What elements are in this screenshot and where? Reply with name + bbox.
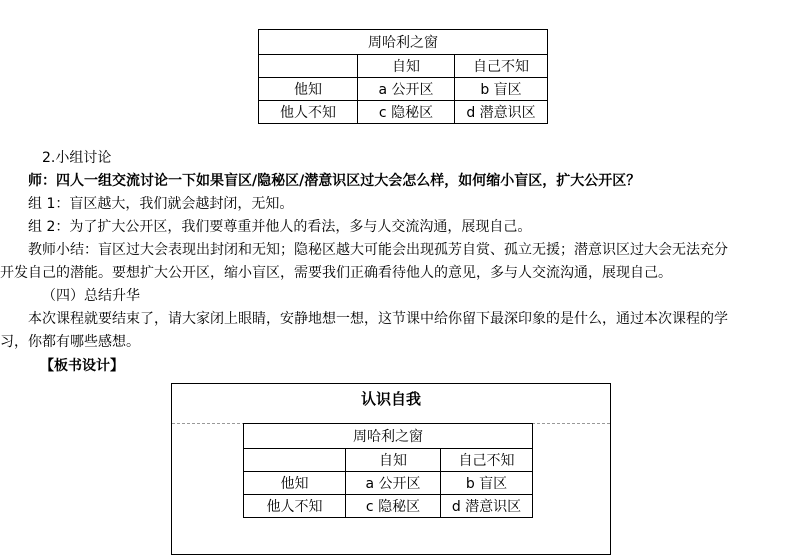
row-header: 他知 <box>259 78 358 101</box>
row-header: 他人不知 <box>244 495 346 518</box>
table-title: 周哈利之窗 <box>259 30 548 55</box>
column-header: 自己不知 <box>441 449 533 472</box>
group-1-answer: 组 1：盲区越大，我们就会越封闭，无知。 <box>28 196 294 212</box>
teacher-summary-line-1: 教师小结：盲区过大会表现出封闭和无知；隐秘区越大可能会出现孤芳自赏、孤立无援；潜意识区过大会无法充分 <box>28 242 728 258</box>
group-2-answer: 组 2：为了扩大公开区，我们要尊重并他人的看法，多与人交流沟通，展现自己。 <box>28 219 532 235</box>
column-header: 自知 <box>346 449 441 472</box>
board-title: 认识自我 <box>360 390 421 408</box>
section-heading: （四）总结升华 <box>42 288 140 304</box>
row-header: 他知 <box>244 472 346 495</box>
table-corner-cell <box>244 449 346 472</box>
table-cell: d 潜意识区 <box>455 101 548 124</box>
row-header: 他人不知 <box>259 101 358 124</box>
table-corner-cell <box>259 55 358 78</box>
table-cell: a 公开区 <box>346 472 441 495</box>
table-title: 周哈利之窗 <box>244 424 533 449</box>
table-cell: b 盲区 <box>455 78 548 101</box>
johari-window-table-top <box>258 29 548 124</box>
board-design-heading: 【板书设计】 <box>40 358 124 374</box>
column-header: 自己不知 <box>455 55 548 78</box>
johari-window-table-bottom <box>243 423 533 518</box>
column-header: 自知 <box>358 55 455 78</box>
table-cell: b 盲区 <box>441 472 533 495</box>
table-cell: a 公开区 <box>358 78 455 101</box>
closing-line-1: 本次课程就要结束了，请大家闭上眼睛，安静地想一想，这节课中给你留下最深印象的是什么，通过本次课程的学 <box>28 311 728 327</box>
teacher-summary-line-2: 开发自己的潜能。要想扩大公开区，缩小盲区，需要我们正确看待他人的意见，多与人交流沟通，展现自己。 <box>0 265 672 281</box>
table-cell: c 隐秘区 <box>346 495 441 518</box>
table-cell: c 隐秘区 <box>358 101 455 124</box>
heading-group-discussion: 2.小组讨论 <box>42 150 112 166</box>
teacher-question: 师：四人一组交流讨论一下如果盲区/隐秘区/潜意识区过大会怎么样，如何缩小盲区，扩大公开区？ <box>28 173 641 189</box>
table-cell: d 潜意识区 <box>441 495 533 518</box>
closing-line-2: 习，你都有哪些感想。 <box>0 334 140 350</box>
